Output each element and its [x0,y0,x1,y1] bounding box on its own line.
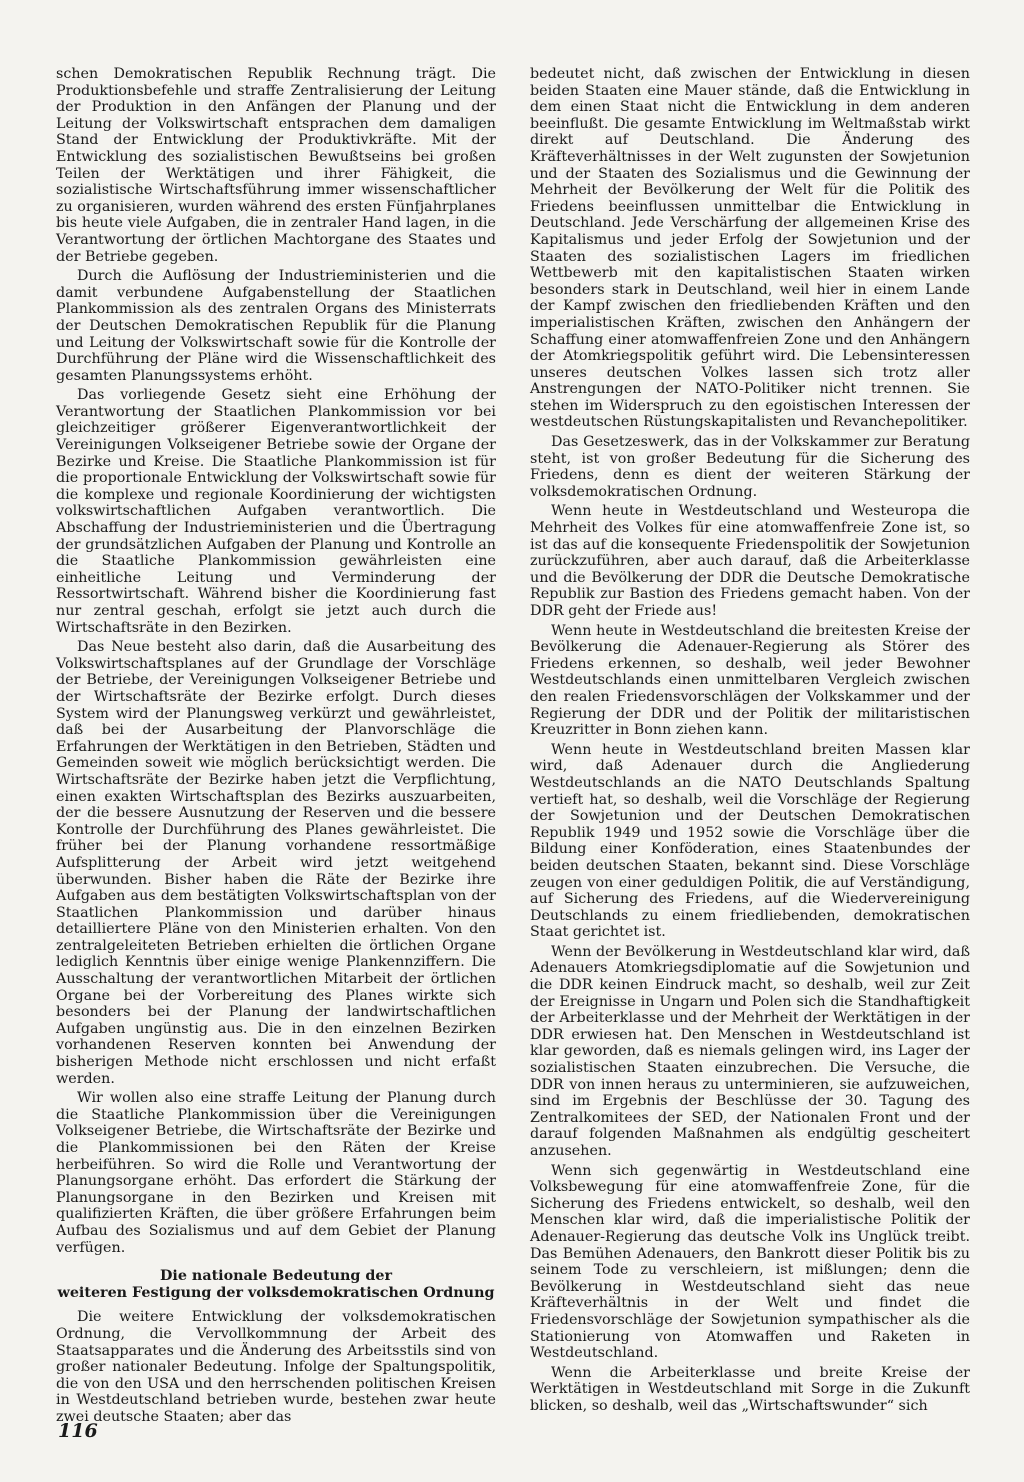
paragraph: Die weitere Entwicklung der volksdemokratischen Ordnung, die Vervollkommnung der Arbeit des Staatsapparates und die Änderung des Arbeitsstils sind von großer nationaler Bedeutung. Infolge der Spaltungspolitik, die von den USA und den herrschenden politischen Kreisen in Westdeutschland betrieben wurde, bestehen zwar heute zwei deutsche Staaten; aber das [56,1309,496,1425]
right-column [530,66,970,1418]
paragraph: Das Gesetzeswerk, das in der Volkskammer zur Beratung steht, ist von großer Bedeutung für die Sicherung des Friedens, denn es dient der weiteren Stärkung der volksdemokratischen Ordnung. [530,434,970,500]
left-column [56,66,496,1429]
paragraph: Das vorliegende Gesetz sieht eine Erhöhung der Verantwortung der Staatlichen Plankommission vor bei gleichzeitiger größerer Eigenverantwortlichkeit der Vereinigungen Volkseigener Betriebe sowie der Organe der Bezirke und Kreise. Die Staatliche Plankommission ist für die proportionale Entwicklung der Volkswirtschaft sowie für die komplexe und regionale Koordinierung der wichtigsten volkswirtschaftlichen Aufgaben verantwortlich. Die Abschaffung der Industrieministerien und die Übertragung der grundsätzlichen Aufgaben der Planung und Kontrolle an die Staatliche Plankommission gewährleisten eine einheitliche Leitung und Verminderung der Ressortwirtschaft. Während bisher die Koordinierung fast nur zentral geschah, erfolgt sie jetzt auch durch die Wirtschaftsräte in den Bezirken. [56,387,496,636]
paragraph: bedeutet nicht, daß zwischen der Entwicklung in diesen beiden Staaten eine Mauer stände, daß die Entwicklung in dem einen Staat nicht die Entwicklung in dem anderen beeinflußt. Die gesamte Entwicklung im Weltmaßstab wirkt direkt auf Deutschland. Die Änderung des Kräfteverhältnisses in der Welt zugunsten der Sowjetunion und der Staaten des Sozialismus und die Gewinnung der Mehrheit der Bevölkerung der Welt für die Politik des Friedens beeinflussen unmittelbar die Entwicklung in Deutschland. Jede Verschärfung der allgemeinen Krise des Kapitalismus und jeder Erfolg der Sowjetunion und der Staaten des sozialistischen Lagers im friedlichen Wettbewerb mit den kapitalistischen Staaten wirken besonders stark in Deutschland, weil hier in einem Lande der Kampf zwischen den friedliebenden Kräften und den imperialistischen Kräften, zwischen den Anhängern der Schaffung einer atomwaffenfreien Zone und den Anhängern der Atomkriegspolitik geführt wird. Die Lebensinteressen unseres deutschen Volkes lassen sich trotz aller Anstrengungen der NATO-Politiker nicht trennen. Sie stehen im Widerspruch zu den egoistischen Interessen der westdeutschen Rüstungskapitalisten und Revanchepolitiker. [530,66,970,431]
paragraph: Wir wollen also eine straffe Leitung der Planung durch die Staatliche Plankommission über die Vereinigungen Volkseigener Betriebe, die Wirtschaftsräte der Bezirke und die Plankommissionen bei den Räten der Kreise herbeiführen. So wird die Rolle und Verantwortung der Planungsorgane erhöht. Das erfordert die Stärkung der Planungsorgane in den Bezirken und Kreisen mit qualifizierten Kräften, die über größere Erfahrungen beim Aufbau des Sozialismus und auf dem Gebiet der Planung verfügen. [56,1090,496,1256]
section-heading [56,1268,496,1301]
paragraph: Wenn heute in Westdeutschland und Westeuropa die Mehrheit des Volkes für eine atomwaffenfreie Zone ist, so ist das auf die konsequente Friedenspolitik der Sowjetunion zurückzuführen, aber auch darauf, daß die Arbeiterklasse und die Bevölkerung der DDR die Deutsche Demokratische Republik zur Bastion des Friedens gemacht haben. Von der DDR geht der Friede aus! [530,503,970,619]
paragraph: Wenn heute in Westdeutschland breiten Massen klar wird, daß Adenauer durch die Angliederung Westdeutschlands an die NATO Deutschlands Spaltung vertieft hat, so deshalb, weil die Vorschläge der Regierung der Sowjetunion und der Deutschen Demokratischen Republik 1949 und 1952 sowie die Vorschläge über die Bildung einer Konföderation, eines Staatenbundes der beiden deutschen Staaten, bekannt sind. Diese Vorschläge zeugen von einer geduldigen Politik, die auf Verständigung, auf Sicherung des Friedens, auf die Wiedervereinigung Deutschlands zu einem friedliebenden, demokratischen Staat gerichtet ist. [530,741,970,941]
section-heading-line-2: weiteren Festigung der volksdemokratischen Ordnung [57,1284,495,1301]
paragraph: Das Neue besteht also darin, daß die Ausarbeitung des Volkswirtschaftsplanes auf der Grundlage der Vorschläge der Betriebe, der Vereinigungen Volkseigener Betriebe und der Wirtschaftsräte der Bezirke erfolgt. Durch dieses System wird der Planungsweg verkürzt und gewährleistet, daß bei der Ausarbeitung der Planvorschläge die Erfahrungen der Werktätigen in den Betrieben, Städten und Gemeinden soweit wie möglich berücksichtigt werden. Die Wirtschaftsräte der Bezirke haben jetzt die Verpflichtung, einen exakten Wirtschaftsplan des Bezirks auszuarbeiten, der die bessere Ausnutzung der Reserven und die bessere Kontrolle der Durchführung des Planes gewährleistet. Die früher bei der Planung vorhandene ressortmäßige Aufsplitterung der Arbeit wird jetzt weitgehend überwunden. Bisher haben die Räte der Bezirke ihre Aufgaben aus dem bestätigten Volkswirtschaftsplan von der Staatlichen Plankommission und darüber hinaus detailliertere Pläne von den Ministerien erhalten. Von den zentralgeleiteten Betrieben erhielten die örtlichen Organe lediglich Kenntnis über einige wenige Plankennziffern. Die Ausschaltung der verantwortlichen Mitarbeit der örtlichen Organe bei der Vorbereitung des Planes wirkte sich besonders bei der Planung der landwirtschaftlichen Aufgaben ungünstig aus. Die in den einzelnen Bezirken vorhandenen Reserven konnten bei Anwendung der bisherigen Methode nicht erschlossen und nicht erfaßt werden. [56,639,496,1087]
paragraph: Wenn heute in Westdeutschland die breitesten Kreise der Bevölkerung die Adenauer-Regierung als Störer des Friedens erkennen, so deshalb, weil jeder Bewohner Westdeutschlands einen unmittelbaren Vergleich zwischen den realen Friedensvorschlägen der Volkskammer und der Regierung der DDR und der Politik der militaristischen Kreuzritter in Bonn ziehen kann. [530,622,970,739]
paragraph: Wenn der Bevölkerung in Westdeutschland klar wird, daß Adenauers Atomkriegsdiplomatie auf die Sowjetunion und die DDR keinen Eindruck macht, so deshalb, weil zur Zeit der Ereignisse in Ungarn und Polen sich die Standhaftigkeit der Arbeiterklasse und der Mehrheit der Werktätigen in der DDR erwiesen hat. Den Menschen in Westdeutschland ist klar geworden, daß es niemals gelingen wird, ins Lager der sozialistischen Staaten einzubrechen. Die Versuche, die DDR von innen heraus zu unterminieren, sie aufzuweichen, sind im Ergebnis der Beschlüsse der 30. Tagung des Zentralkomitees der SED, der Nationalen Front und der darauf folgenden Maßnahmen als endgültig gescheitert anzusehen. [530,943,971,1159]
page-number: 116 [58,1420,98,1442]
paragraph: Wenn die Arbeiterklasse und breite Kreise der Werktätigen in Westdeutschland mit Sorge in die Zukunft blicken, so deshalb, weil das „Wirtschaftswunder“ sich [530,1364,970,1414]
section-heading-line-1: Die nationale Bedeutung der [160,1268,392,1285]
paragraph: Durch die Auflösung der Industrieministerien und die damit verbundene Aufgabenstellung der Staatlichen Plankommission als des zentralen Organs des Ministerrats der Deutschen Demokratischen Republik für die Planung und Leitung der Volkswirtschaft sowie für die Kontrolle der Durchführung der Pläne wird die Wissenschaftlichkeit des gesamten Planungssystems erhöht. [56,268,496,384]
paragraph: schen Demokratischen Republik Rechnung trägt. Die Produktionsbefehle und straffe Zentralisierung der Leitung der Produktion in den Anfängen der Planung und der Leitung der Volkswirtschaft entsprachen dem damaligen Stand der Entwicklung der Produktivkräfte. Mit der Entwicklung des sozialistischen Bewußtseins bei großen Teilen der Werktätigen und ihrer Fähigkeit, die sozialistische Wirtschaftsführung immer wissenschaftlicher zu organisieren, wurden während des ersten Fünfjahrplanes bis heute viele Aufgaben, die in zentraler Hand lagen, in die Verantwortung der örtlichen Machtorgane des Staates und der Betriebe gegeben. [56,66,496,265]
paragraph: Wenn sich gegenwärtig in Westdeutschland eine Volksbewegung für eine atomwaffenfreie Zone, für die Sicherung des Friedens entwickelt, so deshalb, weil den Menschen klar wird, daß die imperialistische Politik der Adenauer-Regierung das deutsche Volk ins Unglück treibt. Das Bemühen Adenauers, den Bankrott dieser Politik bis zu seinem Tode zu verschleiern, ist mißlungen; denn die Bevölkerung in Westdeutschland sieht das neue Kräfteverhältnis in der Welt und findet die Friedensvorschläge der Sowjetunion sympathischer als die Stationierung von Atomwaffen und Raketen in Westdeutschland. [530,1162,970,1362]
